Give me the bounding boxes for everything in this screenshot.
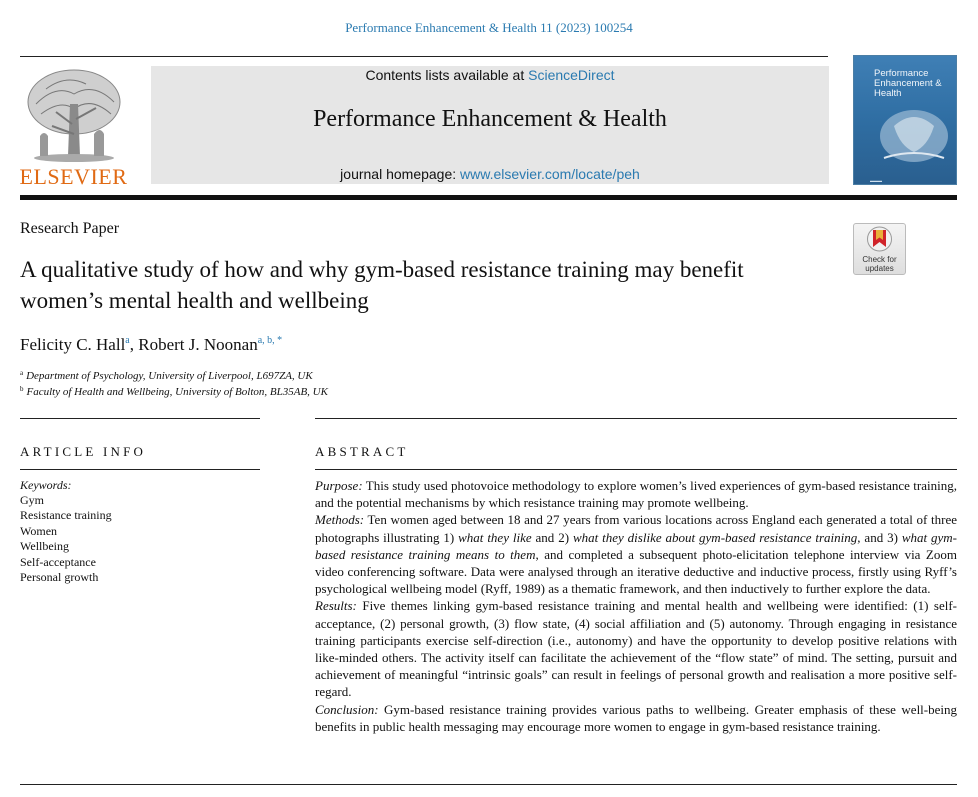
author-name[interactable]: Felicity C. Hall	[20, 335, 126, 354]
keyword[interactable]: Gym	[20, 493, 44, 507]
keywords-label: Keywords:	[20, 478, 72, 492]
keyword[interactable]: Wellbeing	[20, 539, 70, 554]
affiliation-mark: b	[20, 385, 24, 393]
results-label: Results:	[315, 598, 357, 614]
article-info-rule	[20, 469, 260, 470]
check-for-updates-button[interactable]	[853, 223, 906, 275]
abstract-conclusion	[315, 701, 957, 735]
methods-label: Methods:	[315, 512, 365, 528]
keyword[interactable]: Resistance training	[20, 508, 112, 523]
masthead-thick-rule	[20, 195, 957, 200]
abstract-purpose	[315, 477, 957, 511]
abstract-rule	[315, 469, 957, 470]
author-list	[20, 335, 282, 355]
methods-emphasis: what they dislike about gym-based resistance training	[572, 529, 858, 545]
keyword[interactable]: Personal growth	[20, 570, 99, 585]
keyword-list	[20, 493, 112, 585]
sciencedirect-link[interactable]: ScienceDirect	[528, 67, 615, 83]
journal-title: Performance Enhancement & Health	[313, 106, 667, 132]
purpose-text: This study used photovoice methodology to explore women’s lived experiences of gym-based resistance training, and the potential mechanisms by which resistance training may promote wellbeing.	[315, 478, 957, 511]
journal-citation[interactable]: Performance Enhancement & Health 11 (2023) 100254	[345, 20, 633, 35]
homepage-prefix: journal homepage:	[340, 166, 461, 182]
affiliation-marker[interactable]: a	[125, 335, 130, 346]
conclusion-label: Conclusion:	[315, 701, 379, 717]
elsevier-logo[interactable]	[16, 64, 131, 188]
abstract-bottom-rule	[20, 784, 957, 785]
paper-type: Research Paper	[20, 220, 120, 237]
affiliation-mark: a	[20, 369, 24, 377]
abstract-top-rule	[315, 418, 957, 419]
contents-line	[151, 67, 829, 83]
header-divider	[20, 56, 828, 57]
methods-text: Ten women aged between 18 and 27 years from various locations across England each generated a total of three photographs illustrating 1)	[315, 512, 957, 545]
keyword[interactable]: Self-acceptance	[20, 554, 96, 569]
conclusion-text: Gym-based resistance training provides various paths to wellbeing. Greater emphasis of these well-being benefits in public health messaging may encourage more women to engage in gym-based resistance training.	[315, 701, 957, 734]
cover-statue-icon	[854, 96, 957, 176]
article-info-heading: ARTICLE INFO	[20, 444, 147, 459]
bookmark-icon	[854, 224, 905, 254]
author-name[interactable]: Robert J. Noonan	[138, 335, 258, 354]
results-text: Five themes linking gym-based resistance training and mental health and wellbeing were identified: (1) self-acceptance, (2) personal growth, (3) flow state, (4) social affiliation and (5) autonomy. Through engaging in resistance training participants exercise self-direction (i.e., autonomy) and have the opportunity to develop positive relations with like-minded others. The activity itself can facilitate the achievement of the “flow state” of mind. The setting, pursuit and achievement of meaningful “intrinsic goals” can result in feelings of personal growth and realisation a more positive self-regard.	[315, 598, 957, 700]
tree-icon	[16, 64, 131, 164]
cover-footer: ▬▬▬	[870, 178, 882, 183]
affiliation-a	[20, 369, 313, 382]
journal-homepage-link[interactable]: www.elsevier.com/locate/peh	[460, 166, 640, 182]
abstract-methods	[315, 511, 957, 597]
author-separator: ,	[129, 335, 139, 354]
badge-line-1: Check for	[862, 255, 897, 264]
keyword[interactable]: Women	[20, 523, 58, 538]
methods-emphasis: what they like	[458, 529, 532, 545]
purpose-label: Purpose:	[315, 478, 363, 493]
journal-masthead	[151, 66, 829, 184]
badge-line-2: updates	[865, 264, 894, 273]
affiliation-text: Faculty of Health and Wellbeing, University of Bolton, BL35AB, UK	[26, 386, 328, 398]
paper-title: A qualitative study of how and why gym-based resistance training may benefit women’s mental health and wellbeing	[20, 257, 744, 313]
abstract-heading: ABSTRACT	[315, 444, 409, 459]
article-info-top-rule	[20, 418, 260, 419]
abstract-body	[315, 477, 957, 735]
journal-cover-image[interactable]	[853, 55, 957, 185]
homepage-line	[151, 166, 829, 182]
affiliation-text: Department of Psychology, University of Liverpool, L697ZA, UK	[26, 370, 313, 382]
methods-text: , and 3)	[857, 529, 902, 545]
affiliation-b	[20, 385, 328, 398]
methods-text: and 2)	[531, 529, 573, 545]
elsevier-wordmark: ELSEVIER	[19, 164, 128, 189]
check-for-updates-label	[854, 255, 905, 273]
methods-text: , and completed a subsequent photo-elicitation telephone interview via Zoom video conferencing software. Data were analysed through an iterative deductive and inductive process, firstly using Ryff’s psychological wellbeing model (Ryff, 1989) as a thematic framework, and then inductively to further explore the data.	[315, 546, 957, 597]
cover-title: Performance Enhancement & Health	[874, 68, 942, 99]
methods-emphasis: what gym-based resistance training means to them	[315, 529, 958, 562]
abstract-results	[315, 597, 957, 700]
affiliation-marker[interactable]: a, b, *	[257, 335, 283, 346]
contents-prefix: Contents lists available at	[365, 67, 529, 83]
